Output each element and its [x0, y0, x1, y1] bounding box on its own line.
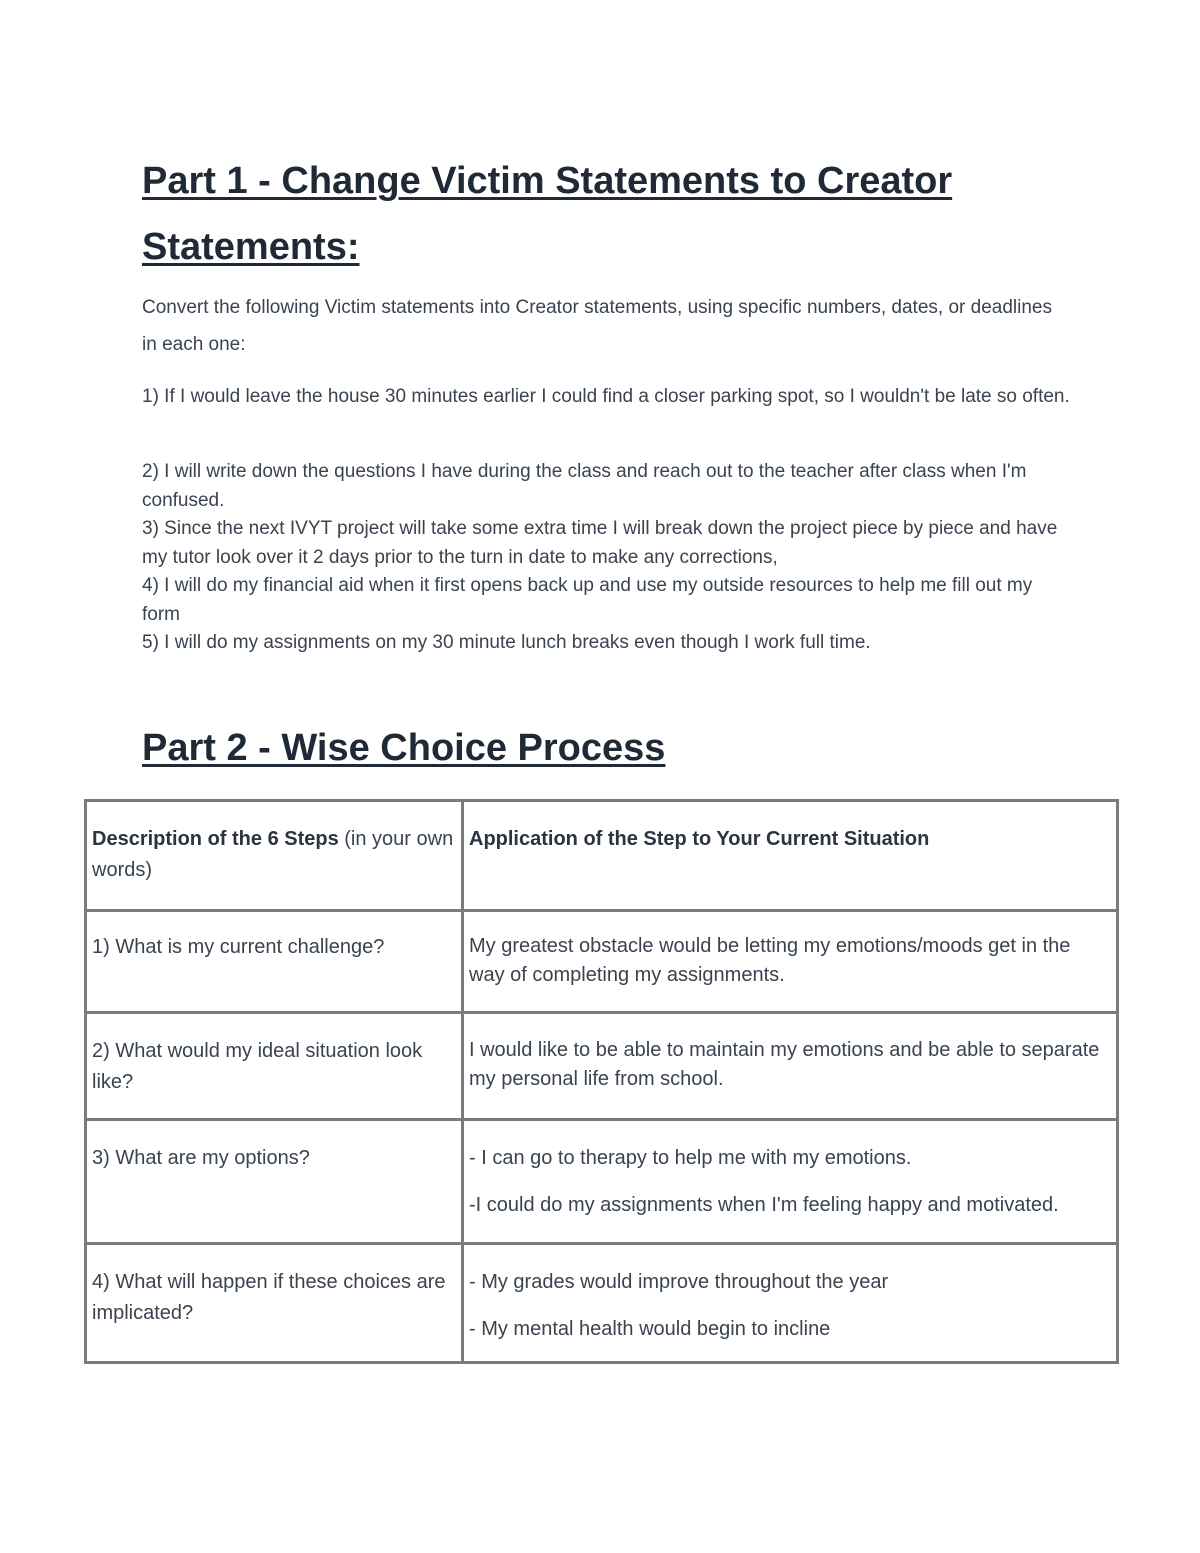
table-row — [86, 1120, 1118, 1244]
statement-item-5: 5) I will do my assignments on my 30 minute lunch breaks even though I work full time. — [142, 632, 871, 653]
answer-cell — [463, 1120, 1118, 1244]
table-row — [86, 911, 1118, 1013]
answer-line: - My grades would improve throughout the year — [469, 1271, 889, 1293]
header-cell-description — [86, 801, 463, 911]
header-description-bold: Description of the 6 Steps — [92, 828, 339, 850]
step-cell — [86, 1120, 463, 1244]
step-question-3: 3) What are my options? — [92, 1147, 310, 1169]
header-description-note: (in your own words) — [92, 828, 454, 881]
table-row — [86, 1013, 1118, 1120]
part1-instructions: Convert the following Victim statements into Creator statements, using specific numbers, dates, or deadlines in each one: — [142, 297, 1052, 355]
statement-item-4: 4) I will do my financial aid when it first opens back up and use my outside resources to help me fill out my form — [142, 575, 1033, 625]
statement-item-1: 1) If I would leave the house 30 minutes earlier I could find a closer parking spot, so I wouldn't be late so often. — [142, 386, 1070, 407]
answer-line: - My mental health would begin to incline — [469, 1318, 831, 1340]
step-question-1: 1) What is my current challenge? — [92, 936, 385, 958]
answer-cell — [463, 1244, 1118, 1363]
statement-item-2: 2) I will write down the questions I have during the class and reach out to the teacher after class when I'm confused. — [142, 461, 1027, 511]
part1-title: Part 1 - Change Victim Statements to Creator Statements: — [142, 160, 953, 268]
step-cell — [86, 1244, 463, 1363]
answer-line: My greatest obstacle would be letting my emotions/moods get in the way of completing my assignments. — [469, 935, 1071, 986]
answer-cell — [463, 1013, 1118, 1120]
answer-line: I would like to be able to maintain my emotions and be able to separate my personal life from school. — [469, 1039, 1100, 1090]
step-question-2: 2) What would my ideal situation look like? — [92, 1040, 423, 1093]
answer-cell — [463, 911, 1118, 1013]
table-row — [86, 1244, 1118, 1363]
answer-line: -I could do my assignments when I'm feeling happy and motivated. — [469, 1194, 1059, 1216]
statement-item-3: 3) Since the next IVYT project will take some extra time I will break down the project piece by piece and have my tutor look over it 2 days prior to the turn in date to make any corrections, — [142, 518, 1058, 568]
part2-title: Part 2 - Wise Choice Process — [142, 727, 666, 769]
header-cell-application — [463, 801, 1118, 911]
answer-line: - I can go to therapy to help me with my emotions. — [469, 1147, 912, 1169]
header-application-label: Application of the Step to Your Current Situation — [469, 828, 930, 850]
wise-choice-table — [84, 799, 1119, 1364]
step-question-4: 4) What will happen if these choices are implicated? — [92, 1271, 446, 1324]
step-cell — [86, 1013, 463, 1120]
step-cell — [86, 911, 463, 1013]
table-header-row — [86, 801, 1118, 911]
